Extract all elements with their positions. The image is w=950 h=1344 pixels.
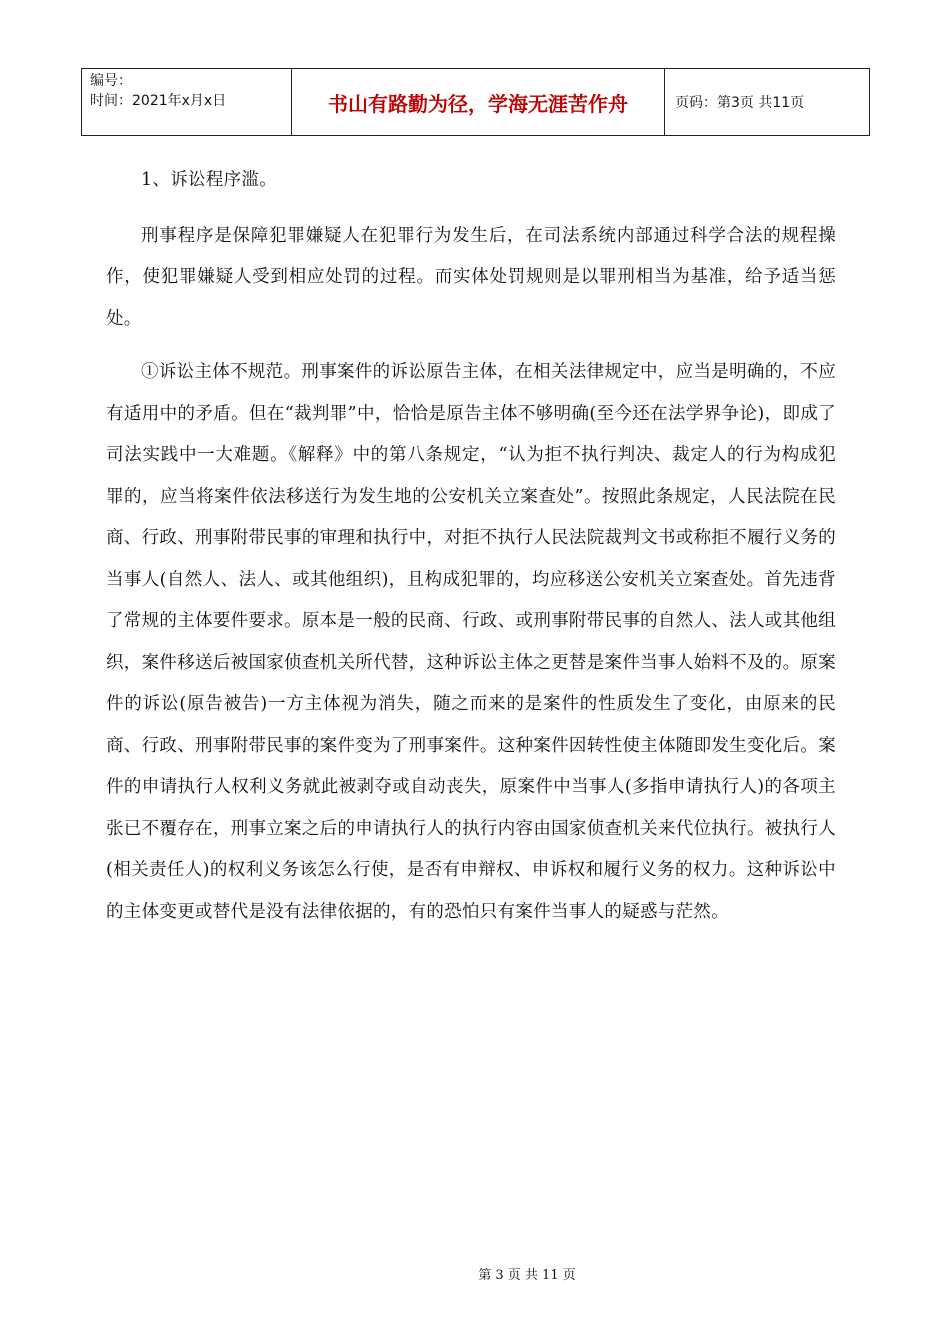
body-paragraph: ①诉讼主体不规范。刑事案件的诉讼原告主体，在相关法律规定中，应当是明确的，不应有适用中的矛盾。但在“裁判罪”中，恰恰是原告主体不够明确(至今还在法学界争论)，即成了司法实践中一大难题。《解释》中的第八条规定，“认为拒不执行判决、裁定人的行为构成犯罪的，应当将案件依法移送行为发生地的公安机关立案查处”。按照此条规定，人民法院在民商、行政、刑事附带民事的审理和执行中，对拒不执行人民法院裁判文书或称拒不履行义务的当事人(自然人、法人、或其他组织)，且构成犯罪的，均应移送公安机关立案查处。首先违背了常规的主体要件要求。原本是一般的民商、行政、或刑事附带民事的自然人、法人或其他组织，案件移送后被国家侦查机关所代替，这种诉讼主体之更替是案件当事人始料不及的。原案件的诉讼(原告被告)一方主体视为消失，随之而来的是案件的性质发生了变化，由原来的民商、行政、刑事附带民事的案件变为了刑事案件。这种案件因转性使主体随即发生变化后。案件的申请执行人权利义务就此被剥夺或自动丧失，原案件中当事人(多指申请执行人)的各项主张已不覆存在，刑事立案之后的申请执行人的执行内容由国家侦查机关来代位执行。被执行人(相关责任人)的权利义务该怎么行使，是否有申辩权、申诉权和履行义务的权力。这种诉讼中的主体变更或替代是没有法律依据的，有的恐怕只有案件当事人的疑惑与茫然。	[106, 362, 836, 922]
document-body	[106, 160, 836, 933]
date-label: 时间：2021年x月x日	[90, 93, 227, 109]
page-footer: 第 3 页 共 11 页	[478, 1268, 576, 1283]
document-header	[81, 68, 870, 136]
header-page-label: 页码：第3页 共11页	[665, 69, 870, 136]
header-motto: 书山有路勤为径，学海无涯苦作舟	[292, 69, 665, 136]
section-heading: 1、诉讼程序滥。	[141, 170, 278, 190]
body-paragraph: 刑事程序是保障犯罪嫌疑人在犯罪行为发生后，在司法系统内部通过科学合法的规程操作，使犯罪嫌疑人受到相应处罚的过程。而实体处罚规则是以罪刑相当为基准，给予适当惩处。	[106, 225, 836, 329]
number-label: 编号：	[90, 73, 132, 89]
header-meta-cell	[82, 69, 292, 136]
